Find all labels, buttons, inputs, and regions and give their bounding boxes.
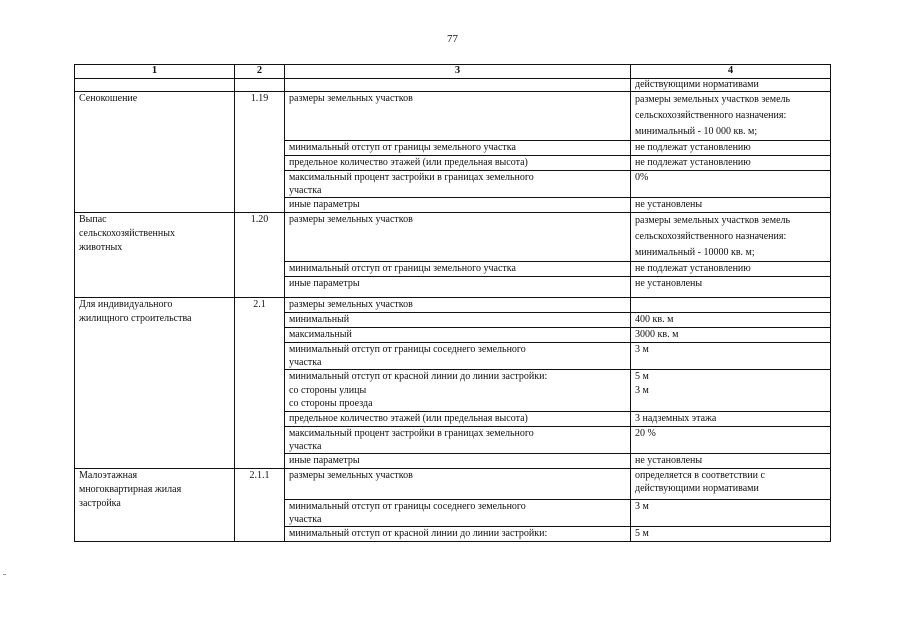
value-line: определяется в соответствии с: [635, 469, 765, 481]
table-row: [75, 468, 831, 499]
empty-cell: [285, 79, 631, 92]
table-row: [75, 298, 831, 313]
param-cell: минимальный отступ от границы земельного участка: [285, 262, 631, 277]
param-cell: иные параметры: [285, 453, 631, 468]
param-cell: размеры земельных участков: [285, 213, 631, 262]
empty-cell: [235, 79, 285, 92]
table-row: [75, 92, 831, 141]
page-number: 77: [447, 33, 458, 45]
value-cell: действующими нормативами: [631, 79, 831, 92]
value-cell: не подлежат установлению: [631, 156, 831, 171]
name-line: сельскохозяйственных: [79, 228, 175, 239]
table-row: [75, 213, 831, 262]
land-use-name: [75, 298, 235, 469]
land-use-name: [75, 213, 235, 298]
value-cell: 400 кв. м: [631, 313, 831, 328]
value-cell: не подлежат установлению: [631, 141, 831, 156]
param-cell: [285, 426, 631, 453]
value-cell: 5 м: [631, 526, 831, 541]
param-line: участка: [289, 440, 322, 452]
value-cell: [631, 370, 831, 412]
param-cell: иные параметры: [285, 198, 631, 213]
param-line: участка: [289, 513, 322, 525]
param-line: участка: [289, 185, 322, 196]
land-use-code: 1.19: [235, 92, 285, 213]
param-line: максимальный процент застройки в границах земельного: [289, 172, 534, 183]
value-line: сельскохозяйственного назначения:: [635, 231, 787, 242]
param-cell: иные параметры: [285, 277, 631, 298]
header-row: [75, 65, 831, 79]
land-use-name: [75, 468, 235, 541]
empty-cell: [75, 79, 235, 92]
value-cell: [631, 92, 831, 141]
value-cell: 3000 кв. м: [631, 328, 831, 343]
value-cell: [631, 468, 831, 499]
column-header-2: 2: [235, 65, 285, 79]
land-use-code: 2.1: [235, 298, 285, 469]
param-cell: [285, 171, 631, 198]
value-cell: 0%: [631, 171, 831, 198]
param-line: минимальный отступ от границы соседнего земельного: [289, 500, 526, 512]
param-line: минимальный отступ от границы соседнего земельного: [289, 344, 526, 355]
land-use-name: Сенокошение: [75, 92, 235, 213]
name-line: Малоэтажная: [79, 469, 138, 481]
scan-mark: [3, 574, 6, 575]
param-cell: предельное количество этажей (или предельная высота): [285, 411, 631, 426]
value-line: размеры земельных участков земель: [635, 94, 791, 105]
param-cell: минимальный отступ от границы земельного участка: [285, 141, 631, 156]
value-line: минимальный - 10 000 кв. м;: [635, 126, 758, 137]
value-cell: 20 %: [631, 426, 831, 453]
param-cell: размеры земельных участков: [285, 92, 631, 141]
name-line: многоквартирная жилая: [79, 483, 182, 495]
value-cell: не установлены: [631, 453, 831, 468]
column-header-4: 4: [631, 65, 831, 79]
param-cell: размеры земельных участков: [285, 468, 631, 499]
param-cell: предельное количество этажей (или предельная высота): [285, 156, 631, 171]
param-cell: максимальный: [285, 328, 631, 343]
name-line: животных: [79, 242, 123, 253]
value-line: размеры земельных участков земель: [635, 215, 791, 226]
value-cell: 3 надземных этажа: [631, 411, 831, 426]
param-line: участка: [289, 357, 322, 368]
name-line: Выпас: [79, 214, 107, 225]
value-cell: не установлены: [631, 277, 831, 298]
param-line: со стороны улицы: [289, 384, 367, 396]
column-header-3: 3: [285, 65, 631, 79]
param-line: максимальный процент застройки в границах земельного: [289, 427, 534, 439]
value-cell: не подлежат установлению: [631, 262, 831, 277]
value-cell: 3 м: [631, 499, 831, 526]
value-cell: 3 м: [631, 343, 831, 370]
name-line: жилищного строительства: [79, 313, 192, 324]
param-line: минимальный отступ от красной линии до линии застройки:: [289, 371, 548, 382]
param-cell: минимальный отступ от красной линии до линии застройки:: [285, 526, 631, 541]
param-cell: [285, 370, 631, 412]
value-line: 3 м: [635, 385, 649, 396]
param-cell: минимальный: [285, 313, 631, 328]
name-line: Для индивидуального: [79, 299, 173, 310]
land-use-code: 1.20: [235, 213, 285, 298]
name-line: застройка: [79, 497, 121, 509]
value-cell: [631, 213, 831, 262]
value-line: минимальный - 10000 кв. м;: [635, 247, 755, 258]
value-cell: не установлены: [631, 198, 831, 213]
land-use-code: 2.1.1: [235, 468, 285, 541]
zoning-parameters-table: [74, 64, 831, 542]
column-header-1: 1: [75, 65, 235, 79]
param-cell: [285, 499, 631, 526]
value-line: 5 м: [635, 371, 649, 382]
value-line: действующими нормативами: [635, 482, 759, 494]
value-line: сельскохозяйственного назначения:: [635, 110, 787, 121]
continuation-row: [75, 79, 831, 92]
param-cell: размеры земельных участков: [285, 298, 631, 313]
param-line: со стороны проезда: [289, 398, 373, 409]
param-cell: [285, 343, 631, 370]
value-cell: [631, 298, 831, 313]
